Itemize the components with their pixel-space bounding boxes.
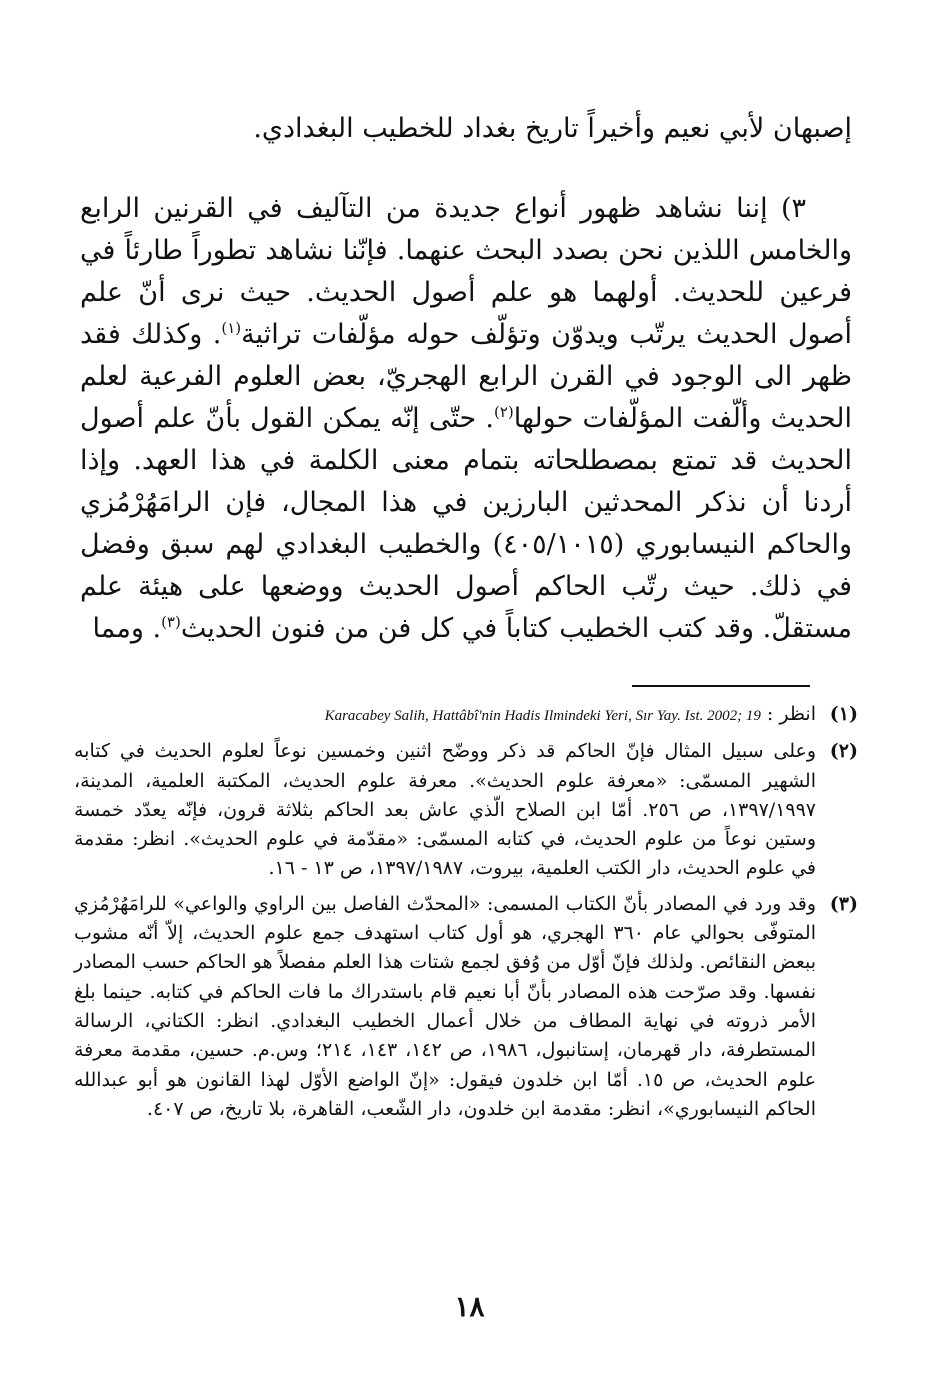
footnotes (74, 700, 858, 1130)
paragraph-3-part2: . وكذلك فقد ظهر الى الوجود في القرن الرابع الهجريّ، بعض العلوم الفرعية لعلم الحديث وألّفت المؤلّفات حولها (80, 319, 852, 434)
paragraph-3-part4: . ومما (92, 613, 162, 644)
footnote-number: (٢) (829, 740, 858, 763)
footnote-2 (74, 737, 858, 883)
footnote-text (74, 700, 816, 731)
footnote-citation: Karacabey Salih, Hattâbî'nin Hadis Ilmindeki Yeri, Sır Yay. Ist. 2002; 19 (324, 708, 761, 724)
main-text (80, 108, 852, 650)
footnote-3 (74, 890, 858, 1124)
paragraph-3 (80, 188, 852, 650)
footnote-number: (٣) (829, 892, 858, 915)
footnote-text: وقد ورد في المصادر بأنّ الكتاب المسمى: «المحدّث الفاصل بين الراوي والواعي» للرامَهُرْمُزي المتوفّى بحوالي عام ٣٦٠ الهجري، هو أول كتاب استهدف جمع علوم الحديث، إلاّ أنّه مشوب ببعض النقائص. ولذلك فإنّ أوّل من وُفق لجمع شتات هذا العلم مفصلاً هو الحاكم حسب المصادر نفسها. وقد صرّحت هذه المصادر بأنّ أبا نعيم قام باستدراك ما فات الحاكم في كتابه. حينما بلغ الأمر ذروته في نهاية المطاف من خلال أعمال الخطيب البغدادي. انظر: الكتاني، الرسالة المستطرفة، دار قهرمان، إستانبول، ١٩٨٦، ص ١٤٢، ١٤٣، ٢١٤؛ وس.م. حسين، مقدمة معرفة علوم الحديث، ص ١٥. أمّا ابن خلدون فيقول: «إنّ الواضع الأوّل لهذا القانون هو أبو عبدالله الحاكم النيسابوري»، انظر: مقدمة ابن خلدون، دار الشّعب، القاهرة، بلا تاريخ، ص ٤٠٧. (74, 892, 817, 1120)
footnote-ref-1: (١) (221, 319, 242, 337)
paragraph-3-part1: ٣) إننا نشاهد ظهور أنواع جديدة من التآليف في القرنين الرابع والخامس اللذين نحن بصدد البحث عنهما. فإنّنا نشاهد تطوراً طارئاً في فرعين للحديث. أولهما هو علم أصول الحديث. حيث نرى أنّ علم أصول الحديث يرتّب ويدوّن وتؤلّف حوله مؤلّفات تراثية (80, 193, 853, 350)
footnote-lead: انظر : (766, 703, 816, 725)
footnote-ref-3: (٣) (161, 613, 181, 631)
paragraph-3-part3: . حتّى إنّه يمكن القول بأنّ علم أصول الحديث قد تمتع بمصطلحاته بتمام معنى الكلمة في هذا العهد. وإذا أردنا أن نذكر المحدثين البارزين في هذا المجال، فإن الرامَهُرْمُزي والحاكم النيسابوري (٤٠٥/١٠١٥) والخطيب البغدادي لهم سبق وفضل في ذلك. حيث رتّب الحاكم أصول الحديث ووضعها على هيئة علم مستقلّ. وقد كتب الخطيب كتاباً في كل فن من فنون الحديث (80, 403, 852, 644)
footnote-number: (١) (829, 703, 858, 725)
opening-line: إصبهان لأبي نعيم وأخيراً تاريخ بغداد للخطيب البغدادي. (253, 113, 852, 144)
footnote-divider (632, 685, 810, 687)
footnote-1 (74, 700, 858, 731)
page-number: ١٨ (454, 1290, 485, 1323)
footnote-text: وعلى سبيل المثال فإنّ الحاكم قد ذكر ووضّح اثنين وخمسين نوعاً لعلوم الحديث في كتابه الشهير المسمّى: «معرفة علوم الحديث». معرفة علوم الحديث، المكتبة العلمية، المدينة، ١٣٩٧/١٩٩٧، ص ٢٥٦. أمّا ابن الصلاح الّذي عاش بعد الحاكم بثلاثة قرون، فإنّه يعدّد خمسة وستين نوعاً من علوم الحديث، في كتابه المسمّى: «مقدّمة في علوم الحديث». انظر: مقدمة في علوم الحديث، دار الكتب العلمية، بيروت، ١٣٩٧/١٩٨٧، ص ١٣ - ١٦. (74, 740, 817, 880)
footnote-ref-2: (٢) (493, 403, 514, 421)
